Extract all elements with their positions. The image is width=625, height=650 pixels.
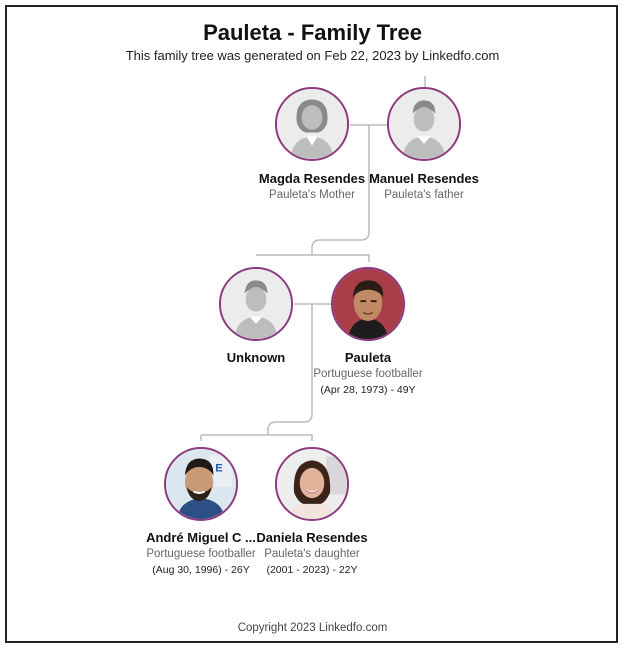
avatar-manuel[interactable] — [387, 87, 461, 161]
daniela-photo — [277, 449, 347, 519]
person-name-magda[interactable]: Magda Resendes — [258, 171, 366, 186]
andre-photo — [166, 449, 236, 519]
person-name-andre[interactable]: André Miguel C ... — [146, 530, 256, 545]
person-role-manuel: Pauleta's father — [384, 189, 464, 201]
svg-text:E: E — [215, 462, 223, 475]
person-name-daniela[interactable]: Daniela Resendes — [256, 530, 368, 545]
person-dates-andre: (Aug 30, 1996) - 26Y — [152, 564, 250, 576]
avatar-unknown[interactable] — [219, 267, 293, 341]
male-silhouette-icon — [221, 269, 291, 339]
page-subtitle: This family tree was generated on Feb 22, 2023 by Linkedfo.com — [125, 48, 500, 63]
generation-bar-children — [201, 435, 312, 441]
person-role-magda: Pauleta's Mother — [269, 189, 355, 201]
avatar-pauleta[interactable] — [331, 267, 405, 341]
person-name-pauleta[interactable]: Pauleta — [344, 350, 392, 365]
avatar-magda[interactable] — [275, 87, 349, 161]
page-title: Pauleta - Family Tree — [203, 20, 422, 45]
person-name-unknown[interactable]: Unknown — [226, 350, 286, 365]
generation-bar-parents — [256, 255, 369, 262]
avatar-andre[interactable] — [164, 447, 238, 521]
person-name-manuel[interactable]: Manuel Resendes — [369, 171, 479, 186]
footer-copyright: Copyright 2023 Linkedfo.com — [237, 622, 388, 634]
pauleta-photo — [333, 269, 403, 339]
male-silhouette-icon — [389, 89, 459, 159]
person-dates-pauleta: (Apr 28, 1973) - 49Y — [320, 384, 416, 396]
person-role-andre: Portuguese footballer — [146, 548, 256, 560]
female-silhouette-icon — [277, 89, 347, 159]
person-role-pauleta: Portuguese footballer — [313, 368, 423, 380]
person-dates-daniela: (2001 - 2023) - 22Y — [266, 564, 358, 576]
person-role-daniela: Pauleta's daughter — [264, 548, 360, 560]
avatar-daniela[interactable] — [275, 447, 349, 521]
